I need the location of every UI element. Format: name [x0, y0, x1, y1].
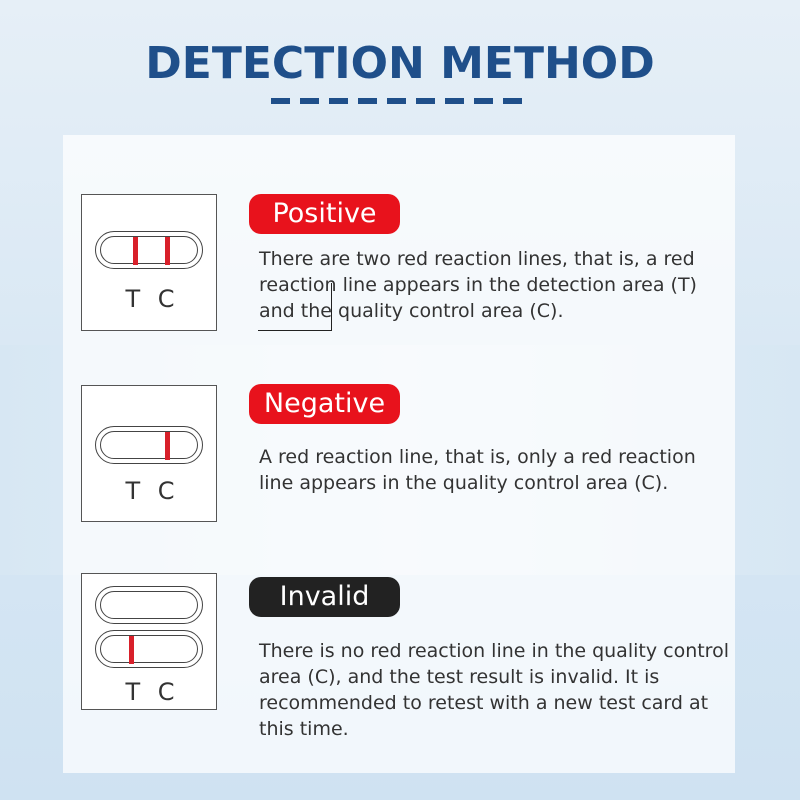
reaction-line-c — [165, 432, 170, 460]
reaction-line-c — [165, 237, 170, 265]
test-card-positive — [81, 194, 217, 331]
test-strip — [95, 426, 203, 464]
card-tc-labels: T C — [125, 678, 175, 706]
invalid-description: There is no red reaction line in the quality control area (C), and the test result is invalid. It is recommended to retest with a new test card at this time. — [259, 640, 729, 740]
page-title: DETECTION METHOD — [145, 38, 655, 89]
decorative-mark — [258, 283, 332, 331]
card-tc-labels: T C — [125, 285, 175, 313]
test-strip — [95, 231, 203, 269]
reaction-line-t — [133, 237, 138, 265]
test-card-invalid — [81, 573, 217, 710]
positive-badge: Positive — [249, 194, 400, 234]
positive-description: There are two red reaction lines, that is, a red reaction line appears in the detection area (T) and the quality control area (C). — [259, 248, 697, 322]
negative-description: A red reaction line, that is, only a red reaction line appears in the quality control area (C). — [259, 446, 696, 494]
card-tc-labels: T C — [125, 477, 175, 505]
invalid-badge: Invalid — [249, 577, 400, 617]
reaction-line-t — [129, 636, 134, 664]
test-strip-empty — [95, 586, 203, 624]
test-strip — [95, 630, 203, 668]
test-card-negative — [81, 385, 217, 522]
negative-badge: Negative — [249, 384, 400, 424]
title-underline-dashes — [271, 98, 529, 104]
